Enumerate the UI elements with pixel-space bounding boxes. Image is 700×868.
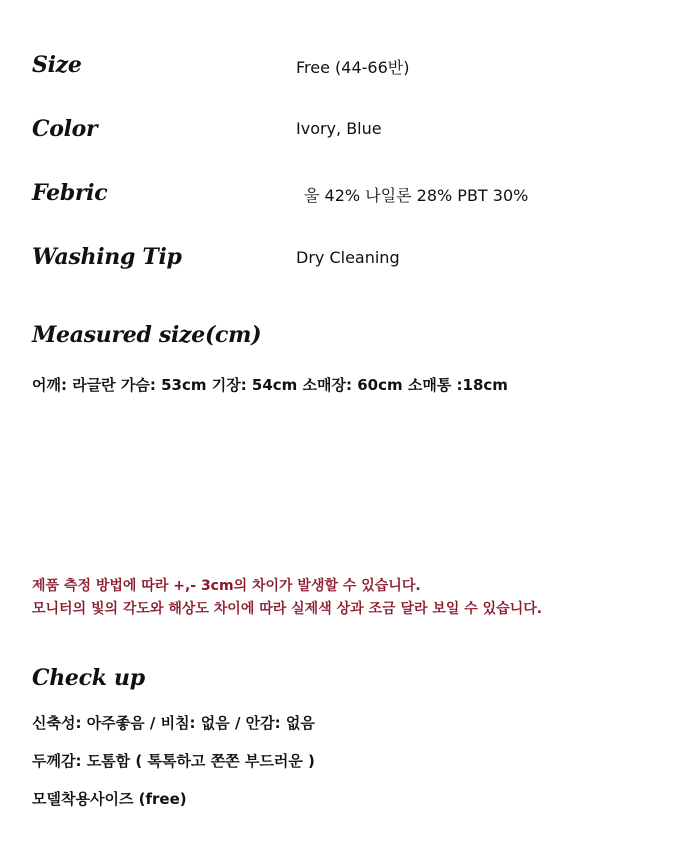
spec-label-fabric: Febric xyxy=(32,180,108,206)
check-up-line-2: 두께감: 도톰함 ( 톡톡하고 쫀쫀 부드러운 ) xyxy=(32,752,315,770)
spec-value-color: Ivory, Blue xyxy=(296,119,382,138)
notice-line-1: 제품 측정 방법에 따라 +,- 3cm의 차이가 발생할 수 있습니다. xyxy=(32,578,421,594)
check-up-heading: Check up xyxy=(32,665,145,691)
notice-line-2: 모니터의 빛의 각도와 해상도 차이에 따라 실제색 상과 조금 달라 보일 수 있습니다. xyxy=(32,601,543,617)
spec-value-fabric: 울 42% 나일론 28% PBT 30% xyxy=(304,186,529,205)
measured-size-heading: Measured size(cm) xyxy=(32,322,262,348)
spec-value-washing-tip: Dry Cleaning xyxy=(296,248,400,267)
check-up-line-1: 신축성: 아주좋음 / 비침: 없음 / 안감: 없음 xyxy=(32,714,315,732)
spec-label-color: Color xyxy=(32,116,98,142)
measured-size-line: 어깨: 라글란 가슴: 53cm 기장: 54cm 소매장: 60cm 소매통 :18cm xyxy=(32,376,508,394)
spec-label-size: Size xyxy=(32,52,82,78)
check-up-line-3: 모델착용사이즈 (free) xyxy=(32,790,187,808)
spec-value-size: Free (44-66반) xyxy=(296,58,410,77)
spec-label-washing-tip: Washing Tip xyxy=(32,244,182,270)
